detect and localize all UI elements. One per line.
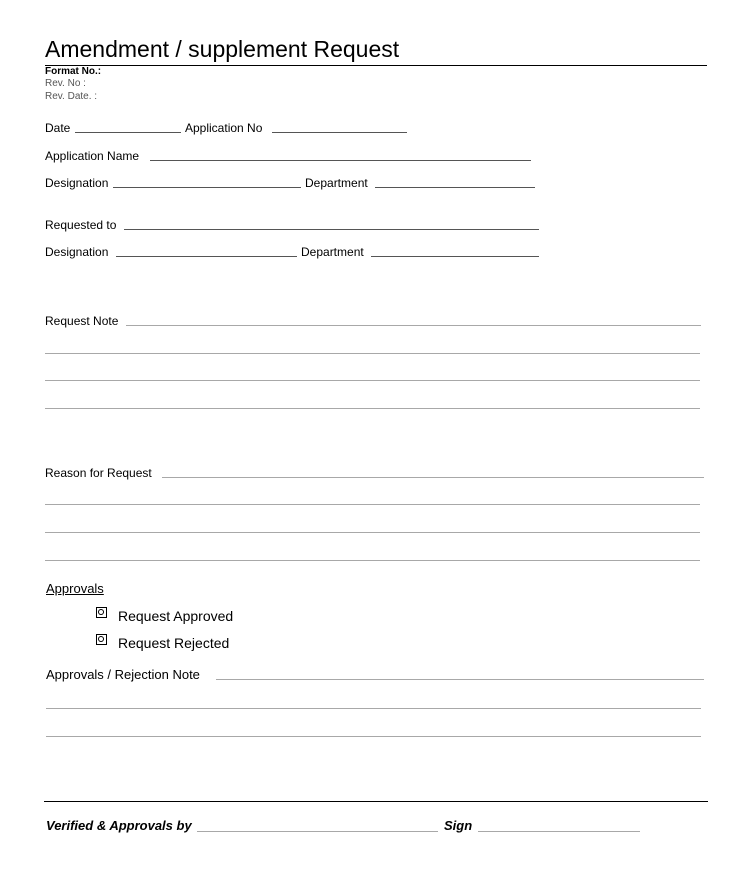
approval-note-line[interactable] [216,679,704,680]
reason-line[interactable] [45,504,700,505]
request-rejected-radio[interactable] [96,634,107,645]
footer-divider [44,801,708,802]
designation-field[interactable] [113,187,301,188]
approval-note-line[interactable] [46,736,701,737]
reason-line[interactable] [162,477,704,478]
request-approved-radio[interactable] [96,607,107,618]
department-field[interactable] [371,256,539,257]
department-field[interactable] [375,187,535,188]
designation-label: Designation [45,245,109,259]
requested-to-label: Requested to [45,218,117,232]
date-label: Date [45,121,71,135]
approvals-heading: Approvals [46,581,104,596]
application-no-field[interactable] [272,132,407,133]
requested-to-field[interactable] [124,229,539,230]
verified-by-field[interactable] [197,831,438,832]
verified-by-label: Verified & Approvals by [46,818,192,833]
sign-label: Sign [444,818,473,833]
request-note-line[interactable] [45,353,700,354]
designation-label: Designation [45,176,109,190]
request-note-line[interactable] [126,325,701,326]
rev-no-label: Rev. No : [45,78,86,89]
format-no-label: Format No.: [45,66,102,77]
approval-note-label: Approvals / Rejection Note [46,667,200,682]
request-note-label: Request Note [45,314,119,328]
application-no-label: Application No [185,121,263,135]
date-field[interactable] [75,132,181,133]
reason-line[interactable] [45,532,700,533]
approval-note-line[interactable] [46,708,701,709]
department-label: Department [305,176,368,190]
title-divider [45,65,707,66]
request-note-line[interactable] [45,408,700,409]
request-approved-label: Request Approved [118,608,234,624]
request-note-line[interactable] [45,380,700,381]
sign-field[interactable] [478,831,640,832]
designation-field[interactable] [116,256,297,257]
department-label: Department [301,245,364,259]
page-title: Amendment / supplement Request [45,36,400,62]
application-name-label: Application Name [45,149,140,163]
rev-date-label: Rev. Date. : [45,91,98,102]
reason-line[interactable] [45,560,700,561]
reason-label: Reason for Request [45,466,152,480]
request-rejected-label: Request Rejected [118,635,230,651]
application-name-field[interactable] [150,160,531,161]
